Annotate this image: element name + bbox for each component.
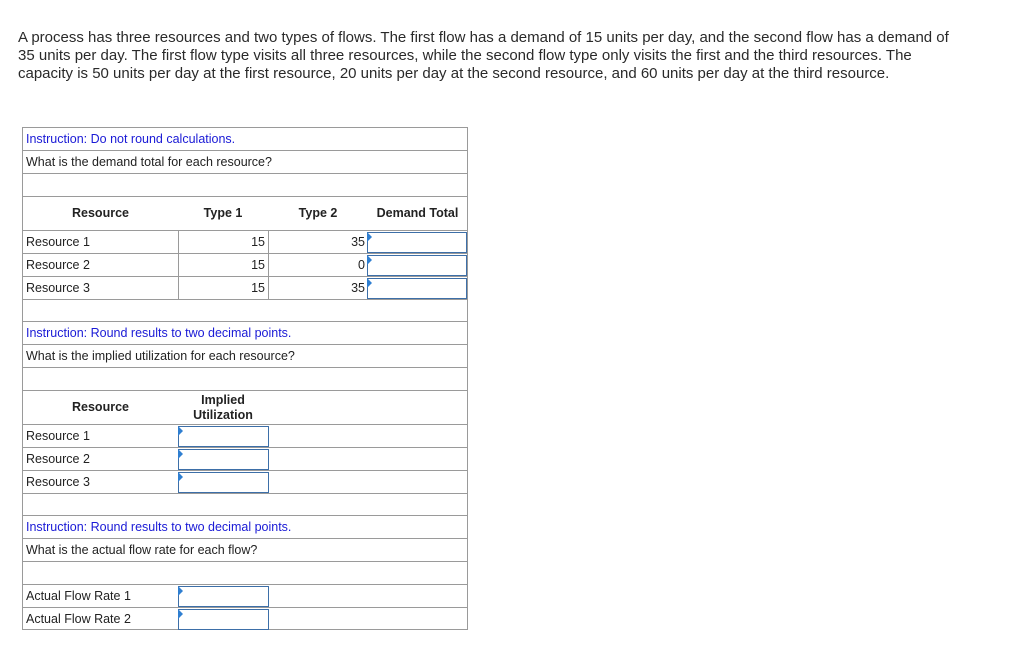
table-row [23, 584, 467, 607]
actual-flow-rate-input-1[interactable] [178, 586, 269, 607]
table-row [23, 276, 467, 299]
table-row [23, 253, 467, 276]
row-label: Resource 3 [26, 475, 90, 489]
row-label: Resource 2 [26, 452, 90, 466]
question-text: A process has three resources and two types of flows. The first flow has a demand of 15 units per day, and the second flow has a demand of 35 units per day. The first flow type visits all three resources, while the second flow type only visits the first and the third resources. The capacity is 50 units per day at the first resource, 20 units per day at the second resource, and 60 units per day at the third resource. [18, 29, 949, 82]
implied-utilization-input-2[interactable] [178, 449, 269, 470]
instruction-text: Instruction: Round results to two decimal points. [26, 326, 292, 340]
table-row [23, 470, 467, 493]
type-1-value: 15 [178, 231, 268, 253]
type-2-value: 0 [268, 254, 368, 276]
demand-total-input-3[interactable] [367, 278, 467, 299]
row-label: Resource 2 [26, 258, 90, 272]
row-label: Resource 1 [26, 429, 90, 443]
demand-total-input-1[interactable] [367, 232, 467, 253]
table-row [23, 230, 467, 253]
type-2-value: 35 [268, 277, 368, 299]
question-prompt: What is the demand total for each resource? [26, 155, 272, 169]
type-1-value: 15 [178, 254, 268, 276]
table-row [23, 424, 467, 447]
header-type-1: Type 1 [203, 206, 243, 220]
actual-flow-rate-table [22, 515, 468, 630]
table-row [23, 447, 467, 470]
row-label: Actual Flow Rate 1 [26, 589, 131, 603]
row-label: Resource 1 [26, 235, 90, 249]
header-resource: Resource [72, 206, 129, 220]
row-label: Resource 3 [26, 281, 90, 295]
header-resource: Resource [72, 400, 129, 414]
demand-total-table [22, 127, 468, 322]
question-prompt: What is the actual flow rate for each flow? [26, 543, 258, 557]
demand-total-input-2[interactable] [367, 255, 467, 276]
type-1-value: 15 [178, 277, 268, 299]
instruction-text: Instruction: Do not round calculations. [26, 132, 236, 146]
instruction-text: Instruction: Round results to two decimal points. [26, 520, 292, 534]
actual-flow-rate-input-2[interactable] [178, 609, 269, 630]
table-row [23, 607, 467, 630]
question-prompt: What is the implied utilization for each resource? [26, 349, 295, 363]
header-demand-total: Demand Total [376, 206, 459, 220]
type-2-value: 35 [268, 231, 368, 253]
table-header-row [23, 390, 467, 424]
implied-utilization-input-1[interactable] [178, 426, 269, 447]
table-header-row [23, 196, 467, 230]
implied-utilization-input-3[interactable] [178, 472, 269, 493]
implied-utilization-table [22, 321, 468, 516]
row-label: Actual Flow Rate 2 [26, 611, 131, 626]
header-implied-utilization: Implied Utilization [193, 392, 253, 422]
header-type-2: Type 2 [298, 206, 338, 220]
